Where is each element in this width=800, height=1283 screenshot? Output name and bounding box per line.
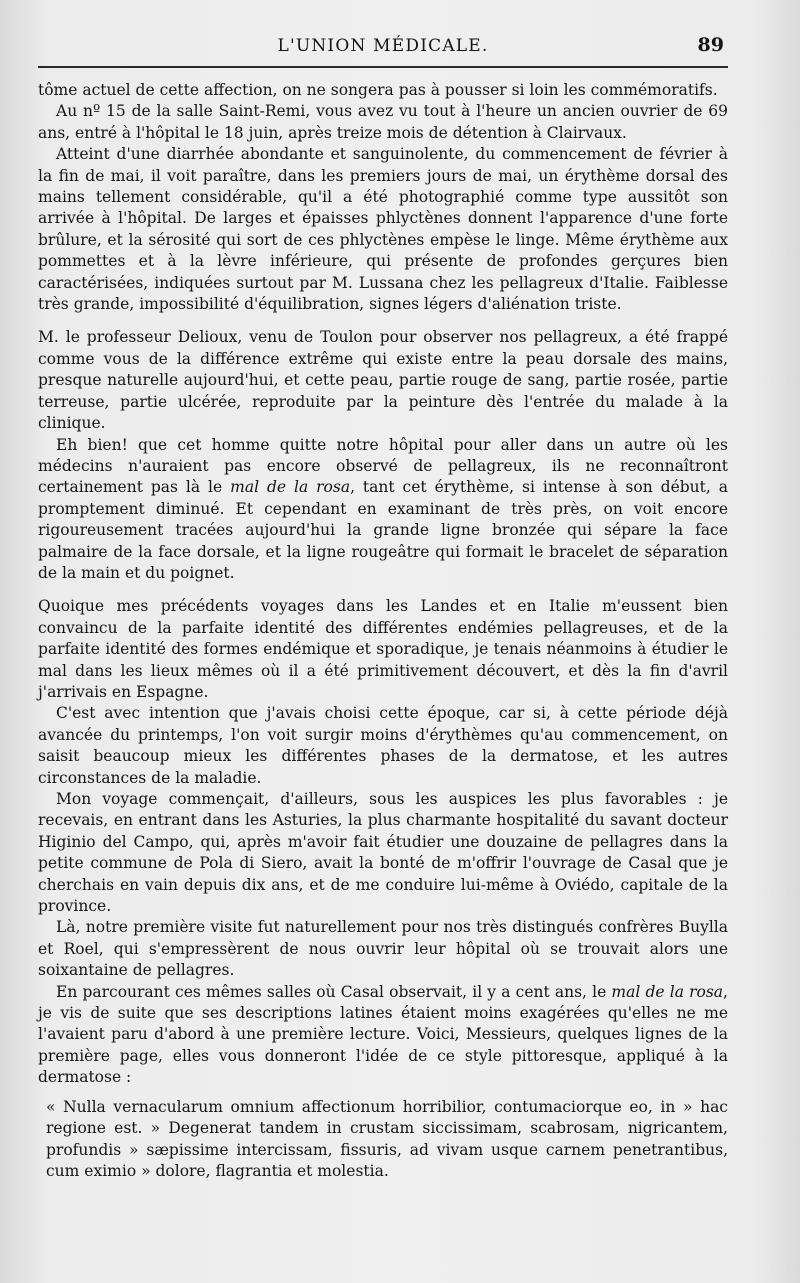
header-rule (38, 66, 728, 68)
page-number: 89 (697, 34, 724, 56)
paragraph-9: Là, notre première visite fut naturellement pour nos très distingués confrères Buylla et Roel, qui s'empressèrent de nous ouvrir leur hôpital où se trouvait alors une soixantaine de pellagres. (38, 918, 728, 980)
latin-quotation: « Nulla vernacularum omnium affectionum horribilior, contumaciorque eo, in » hac regione est. » Degenerat tandem in crustam siccissimam, scabrosam, nigricantem, profundis » sæpissime intercissam, fissuris, ad vivam usque carnem penetrantibus, cum eximio » dolore, flagrantia et molestia. (46, 1097, 728, 1180)
paragraph-1: tôme actuel de cette affection, on ne songera pas à pousser si loin les commémoratifs. (38, 81, 718, 99)
paragraph-7: C'est avec intention que j'avais choisi cette époque, car si, à cette période déjà avancée du printemps, l'on voit surgir moins d'érythèmes qu'au commencement, on saisit beaucoup mieux les différentes phases de la dermatose, et les autres circonstances de la maladie. (38, 704, 728, 787)
paragraph-2: Au nº 15 de la salle Saint-Remi, vous avez vu tout à l'heure un ancien ouvrier de 69 ans, entré à l'hôpital le 18 juin, après treize mois de détention à Clairvaux. (38, 102, 728, 142)
paragraph-5: Eh bien! que cet homme quitte notre hôpital pour aller dans un autre où les médecins n'auraient pas encore observé de pellagreux, ils ne reconnaîtront certainement pas là le mal de la rosa, tant cet érythème, si intense à son début, a promptement diminué. Et cependant en examinant de très près, on voit encore rigoureusement tracées aujourd'hui la grande ligne bronzée qui sépare la face palmaire de la face dorsale, et la ligne rougeâtre qui formait le bracelet de séparation de la main et du poignet. (38, 435, 728, 582)
emphasized-phrase: mal de la rosa (611, 982, 724, 1001)
paragraph-3: Atteint d'une diarrhée abondante et sanguinolente, du commencement de février à la fin de mai, il voit paraître, dans les premiers jours de mai, un érythème dorsal des mains tellement considérable, qu'il a été photographié comme type aussitôt son arrivée à l'hôpital. De larges et épaisses phlyctènes donnent l'apparence d'une forte brûlure, et la sérosité qui sort de ces phlyctènes empèse le linge. Même érythème aux pommettes et à la lèvre inférieure, qui présente de profondes gerçures bien caractérisées, indiquées surtout par M. Lussana chez les pellagreux d'Italie. Faiblesse très grande, impossibilité d'équilibration, signes légers d'aliénation triste. (38, 145, 728, 314)
emphasized-phrase: mal de la rosa (230, 478, 351, 497)
article-body (38, 80, 728, 1182)
running-header (38, 34, 728, 64)
paragraph-10: En parcourant ces mêmes salles où Casal observait, il y a cent ans, le mal de la rosa, je vis de suite que ses descriptions latines étaient moins exagérées qu'elles ne me l'avaient paru d'abord à une première lecture. Voici, Messieurs, quelques lignes de la première page, elles vous donneront l'idée de ce style pittoresque, appliqué à la dermatose : (38, 982, 728, 1087)
paragraph-6: Quoique mes précédents voyages dans les Landes et en Italie m'eussent bien convaincu de la parfaite identité des différentes endémies pellagreuses, et de la parfaite identité des formes endémique et sporadique, je tenais néanmoins à étudier le mal dans les lieux mêmes où il a été primitivement découvert, et dès la fin d'avril j'arrivais en Espagne. (38, 597, 728, 701)
paragraph-8: Mon voyage commençait, d'ailleurs, sous les auspices les plus favorables : je recevais, en entrant dans les Asturies, la plus charmante hospitalité du savant docteur Higinio del Campo, qui, après m'avoir fait étudier une douzaine de pellagres dans la petite commune de Pola di Siero, avait la bonté de m'offrir l'ouvrage de Casal que je cherchais en vain depuis dix ans, et de me conduire lui-même à Oviédo, capitale de la province. (38, 790, 728, 916)
paragraph-4: M. le professeur Delioux, venu de Toulon pour observer nos pellagreux, a été frappé comme vous de la différence extrême qui existe entre la peau dorsale des mains, presque naturelle aujourd'hui, et cette peau, partie rouge de sang, partie rosée, partie terreuse, partie ulcérée, reproduite par la peinture dès l'entrée du malade à la clinique. (38, 328, 728, 433)
journal-title: L'UNION MÉDICALE. (277, 36, 489, 56)
